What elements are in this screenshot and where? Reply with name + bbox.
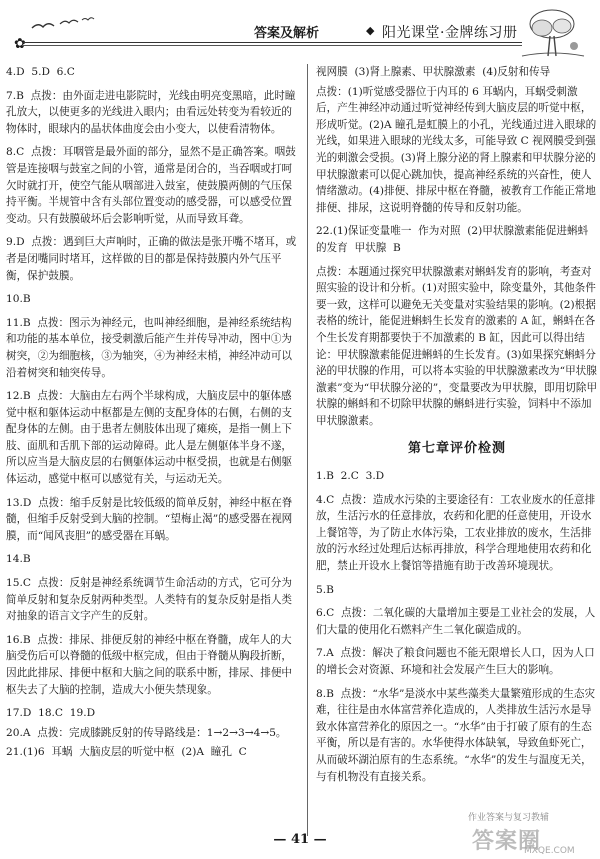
answer-entry: 4.D 5.D 6.C xyxy=(6,66,75,78)
answer-entry: 9.D 点拨：遇到巨大声响时，正确的做法是张开嘴不堵耳，或者是闭嘴同时堵耳，这样做的目的都是保持鼓膜内外气压平衡，保护鼓膜。 xyxy=(6,236,297,282)
answer-entry: 点拨：本题通过探究甲状腺激素对蝌蚪发育的影响，考查对照实验的设计和分析。(1)对照实验中，除变量外，其他条件要一致，这样可以避免无关变量对实验结果的影响。(2)根据表格的统计，能促进蝌蚪生长发育的激素的 A 缸，蝌蚪在各个生长发育期都要快于不加激素的 B 缸，因此可以得出结论：甲状腺激素能促进蝌蚪的生长发育。(3)如果探究蝌蚪分泌的甲状腺的作用，可以将本实验的甲状腺激素改为“甲状腺激素”变为“甲状腺分泌的”，变量要改为甲状腺，即用切除甲状腺的蝌蚪和不切除甲状腺的蝌蚪进行实验，饲料中不添加甲状腺激素。 xyxy=(316,265,598,427)
answer-entry: 8.C 点拨：耳咽管是最外面的部分，显然不是正确答案。咽鼓管是连接咽与鼓室之间的小管，通常是闭合的，当吞咽或打呵欠时就打开，使空气能从咽部进入鼓室，使鼓膜两侧的气压保持平衡。半规管中含有头部位置变动的感受器，可以感受位置变动。只有鼓膜破坏后会影响听觉，从而导致耳聋。 xyxy=(6,146,296,225)
answer-entry: 7.A 点拨：解决了粮食问题也不能无限增长人口，因为人口的增长会对资源、环境和社会发展产生巨大的影响。 xyxy=(316,647,595,676)
header-separator-icon: ◆ xyxy=(366,24,375,37)
answers-label: 答案及解析 xyxy=(254,26,320,41)
watermark-logo: 答案圈 xyxy=(472,829,542,854)
answer-entry: 11.B 点拨：图示为神经元，也叫神经细胞，是神经系统结构和功能的基本单位，接受刺激后能产生并传导冲动，图中①为树突，②为细胞核，③为轴突，④为神经末梢，神经冲动可以沿着树突和轴突传导。 xyxy=(6,316,293,379)
answer-entry: 1.B 2.C 3.D xyxy=(316,470,385,483)
header-rule xyxy=(22,42,522,43)
answer-entry: 12.B 点拨：大脑由左右两个半球构成，大脑皮层中的躯体感觉中枢和躯体运动中枢都是左侧的支配身体的右侧，右侧的支配身体的左侧。由于患者左侧肢体出现了瘫痪，是指一侧上下肢、面肌和舌肌下部的运动障碍。此人是左侧躯体半身不遂，所以应当是大脑皮层的右侧躯体运动中枢受损，也就是右侧躯体运动，感觉中枢可以感觉有关，与运动无关。 xyxy=(6,390,293,486)
answer-entry: 20.A 点拨：完成膝跳反射的传导路线是：1→2→3→4→5。 xyxy=(6,726,287,739)
answer-entry: 15.C 点拨：反射是神经系统调节生命活动的方式，它可分为简单反射和复杂反射两种类型。人类特有的复杂反射是指人类对抽象的语言文字产生的反射。 xyxy=(6,577,293,623)
answer-entry: 8.B 点拨：“水华”是淡水中某些藻类大量繁殖形成的生态灾难，往往是由水体富营养化造成的，人类排放生活污水是导致水体富营养化的原因之一。“水华”由于打破了原有的生态平衡，所以是有害的。水华使得水体缺氧，导致鱼虾死亡，从而破坏湖泊原有的生态系统。“水华”的发生与温度无关，与有机物没有直接关系。 xyxy=(316,687,596,783)
ornament-icon: ✿ xyxy=(14,36,26,52)
section-title: 第七章评价检测 xyxy=(407,441,506,457)
answer-entry: 7.B 点拨：由外面走进电影院时，光线由明亮变黑暗，此时瞳孔放大，以使更多的光线进入眼内；由看远处转变为看较近的物体时，眼球内的晶状体曲度会由小变大，以使看清物体。 xyxy=(6,89,296,135)
tree-illustration-icon xyxy=(512,6,590,60)
answer-entry: 6.C 点拨：二氧化碳的大量增加主要是工业社会的发展，人们大量的使用化石燃料产生二氧化碳造成的。 xyxy=(316,607,596,636)
answer-entry: 21.(1)6 耳蜗 大脑皮层的听觉中枢 (2)A 瞳孔 C xyxy=(6,746,247,759)
watermark xyxy=(468,808,596,856)
flying-birds-icon xyxy=(30,14,100,36)
page-number: — 41 — xyxy=(273,832,327,847)
watermark-url: MXQE.COM xyxy=(524,846,575,856)
answer-entry: 10.B xyxy=(6,293,31,306)
book-title: 阳光课堂·金牌练习册 xyxy=(382,25,518,41)
left-column xyxy=(6,64,298,764)
column-divider xyxy=(307,64,308,836)
answer-entry: 4.C 点拨：造成水污染的主要途径有：工农业废水的任意排放，生活污水的任意排放，农药和化肥的任意使用，开设水上餐馆等，为了防止水体污染，工农业排放的废水，生活排放的污水经过处理后达标再排放，科学合理地使用农药和化肥，禁止开设水上餐馆等措施有助于改善环境现状。 xyxy=(316,493,596,573)
answer-entry: 16.B 点拨：排尿、排便反射的神经中枢在脊髓，成年人的大脑受伤后可以脊髓的低级中枢完成，但由于脊髓从胸段折断，因此此排尿、排便中枢和大脑之间的联系中断，排尿、排便中枢失去了大脑的控制，造成大小便失禁现象。 xyxy=(6,633,293,696)
answer-entry: 5.B xyxy=(316,583,334,596)
answer-entry: 22.(1)保证变量唯一 作为对照 (2)甲状腺激素能促进蝌蚪的发育 甲状腺 B xyxy=(316,225,589,254)
answer-entry: 17.D 18.C 19.D xyxy=(6,707,96,720)
answer-entry: 点拨：(1)听觉感受器位于内耳的 6 耳蜗内，耳蜗受刺激后，产生神经冲动通过听觉神经传到大脑皮层的听觉中枢，形成听觉。(2)A 瞳孔是虹膜上的小孔，光线通过进入眼球的光线，如果进入眼球的光线太多，可能导致 C 视网膜受到强光的刺激会受损。(3)肾上腺分泌的肾上腺素和甲状腺分泌的甲状腺激素可以促心跳加快，提高神经系统的兴奋性，使人情绪激动。(4)排便、排尿中枢在脊髓，被教育工作能正常地排便、排尿，这说明脊髓的传导和反射功能。 xyxy=(316,85,597,214)
page-header xyxy=(0,0,600,62)
answer-entry: 视网膜 (3)肾上腺素、甲状腺激素 (4)反射和传导 xyxy=(316,66,551,78)
answer-entry: 14.B xyxy=(6,553,31,566)
right-column xyxy=(316,64,598,792)
header-rule-thin xyxy=(22,45,522,46)
answer-entry: 13.D 点拨：缩手反射是比较低级的简单反射，神经中枢在脊髓，但缩手反射受到大脑的控制。“望梅止渴”的感受器在视网膜，而“闻风丧胆”的感受器在耳蜗。 xyxy=(6,496,293,542)
watermark-caption: 作业答案与复习教辅 xyxy=(468,813,550,823)
